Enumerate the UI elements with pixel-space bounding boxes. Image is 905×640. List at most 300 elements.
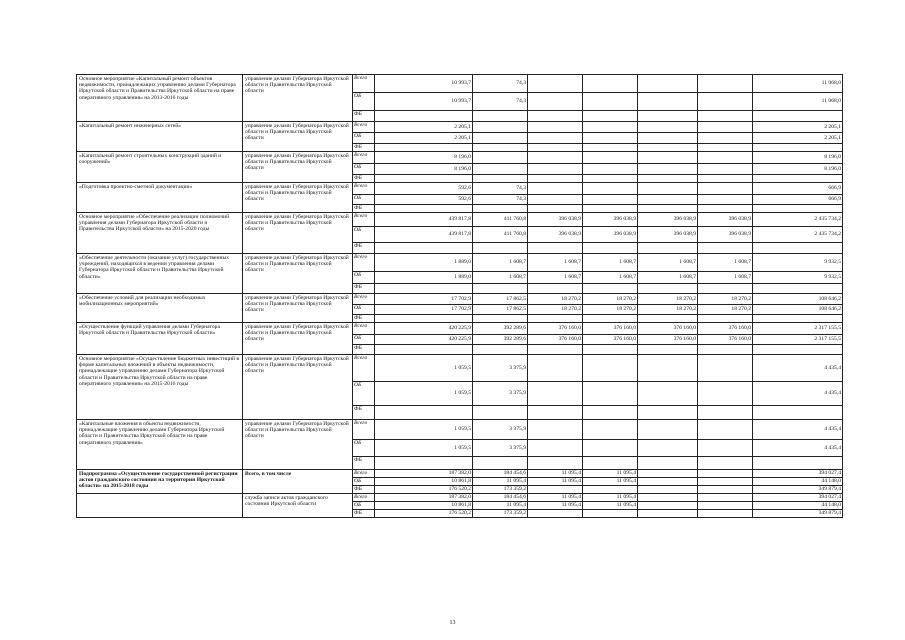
activity-name-cell: «Капитальный ремонт инженерных сетей» bbox=[77, 122, 243, 152]
total-value-cell: 2 205,1 bbox=[753, 133, 843, 144]
table-row bbox=[77, 75, 843, 93]
year-value-cell bbox=[638, 152, 698, 164]
total-value-cell: 11 068,0 bbox=[753, 75, 843, 93]
year-value-cell bbox=[375, 144, 473, 152]
year-value-cell bbox=[698, 345, 753, 355]
total-value-cell: 108 646,2 bbox=[753, 305, 843, 315]
executor-cell: управление делами Губернатора Иркутской области и Правительства Иркутской области bbox=[243, 122, 353, 152]
executor-cell: служба записи актов гражданского состояния Иркутской области bbox=[243, 494, 353, 518]
activity-name-cell: «Подготовка проектно-сметной документации» bbox=[77, 183, 243, 213]
total-value-cell: 394 027,4 bbox=[753, 470, 843, 478]
funding-source-cell: ОБ bbox=[353, 335, 375, 345]
year-value-cell bbox=[528, 382, 583, 406]
year-value-cell bbox=[473, 111, 528, 122]
year-value-cell: 396 038,9 bbox=[583, 227, 638, 243]
activity-name-cell: «Обеспечение деятельности (оказание услуг) государственных учреждений, находящихся в ведении управления делами Губернатора Иркутской области и Правительства Иркутской области» bbox=[77, 254, 243, 294]
year-value-cell bbox=[375, 457, 473, 470]
year-value-cell bbox=[698, 420, 753, 440]
executor-cell: управление делами Губернатора Иркутской области и Правительства Иркутской области bbox=[243, 254, 353, 294]
funding-source-cell: ОБ bbox=[353, 502, 375, 510]
year-value-cell bbox=[583, 195, 638, 205]
funding-source-cell: ОБ bbox=[353, 133, 375, 144]
year-value-cell bbox=[583, 152, 638, 164]
year-value-cell: 11 095,4 bbox=[528, 478, 583, 486]
year-value-cell: 74,3 bbox=[473, 75, 528, 93]
year-value-cell: 1 059,5 bbox=[375, 420, 473, 440]
year-value-cell bbox=[528, 111, 583, 122]
year-value-cell bbox=[583, 243, 638, 254]
funding-source-cell: ОБ bbox=[353, 382, 375, 406]
year-value-cell: 187 382,0 bbox=[375, 494, 473, 502]
funding-source-cell: Всего bbox=[353, 294, 375, 305]
year-value-cell bbox=[638, 195, 698, 205]
year-value-cell bbox=[473, 406, 528, 420]
table-row bbox=[77, 152, 843, 164]
year-value-cell bbox=[698, 440, 753, 457]
year-value-cell bbox=[698, 494, 753, 502]
table-row bbox=[77, 323, 843, 335]
year-value-cell: 1 608,7 bbox=[638, 272, 698, 284]
year-value-cell: 396 038,9 bbox=[583, 213, 638, 227]
year-value-cell bbox=[698, 510, 753, 518]
year-value-cell: 396 038,9 bbox=[638, 213, 698, 227]
funding-source-cell: ФБ bbox=[353, 406, 375, 420]
total-value-cell bbox=[753, 406, 843, 420]
year-value-cell bbox=[583, 144, 638, 152]
total-value-cell: 349 879,4 bbox=[753, 510, 843, 518]
total-value-cell bbox=[753, 243, 843, 254]
executor-cell: управление делами Губернатора Иркутской области и Правительства Иркутской области bbox=[243, 355, 353, 420]
year-value-cell: 3 375,9 bbox=[473, 382, 528, 406]
year-value-cell bbox=[583, 510, 638, 518]
year-value-cell: 376 160,0 bbox=[698, 335, 753, 345]
activity-name-cell: «Капитальные вложения в объекты недвижимости, принадлежащие управлению делами Губернатора Иркутской области и Правительства Иркутской области на праве оперативного управления» bbox=[77, 420, 243, 470]
year-value-cell bbox=[638, 486, 698, 494]
year-value-cell: 1 608,7 bbox=[473, 272, 528, 284]
year-value-cell: 176 520,2 bbox=[375, 510, 473, 518]
funding-source-cell: Всего bbox=[353, 213, 375, 227]
year-value-cell: 17 862,5 bbox=[473, 305, 528, 315]
year-value-cell bbox=[698, 164, 753, 175]
year-value-cell bbox=[583, 122, 638, 133]
year-value-cell: 184 454,6 bbox=[473, 470, 528, 478]
total-value-cell: 2 435 734,2 bbox=[753, 227, 843, 243]
year-value-cell bbox=[375, 315, 473, 323]
year-value-cell: 18 270,2 bbox=[638, 294, 698, 305]
activity-name-cell: «Обеспечение условий для реализации необходимых мобилизационных мероприятий» bbox=[77, 294, 243, 323]
year-value-cell bbox=[698, 93, 753, 111]
year-value-cell: 411 760,8 bbox=[473, 213, 528, 227]
activity-name-cell: Подпрограмма «Осуществление государственной регистрации актов гражданского состояния на территории Иркутской области» на 2015-2018 годы bbox=[77, 470, 243, 494]
year-value-cell: 11 095,4 bbox=[583, 494, 638, 502]
total-value-cell: 4 435,4 bbox=[753, 420, 843, 440]
year-value-cell: 74,3 bbox=[473, 93, 528, 111]
year-value-cell: 1 608,7 bbox=[528, 272, 583, 284]
year-value-cell bbox=[583, 440, 638, 457]
year-value-cell bbox=[698, 152, 753, 164]
funding-source-cell: Всего bbox=[353, 323, 375, 335]
year-value-cell: 1 608,7 bbox=[698, 272, 753, 284]
year-value-cell bbox=[638, 355, 698, 382]
funding-source-cell: ОБ bbox=[353, 164, 375, 175]
activity-name-cell: Основное мероприятие «Осуществление бюджетных инвестиций в форме капитальных вложений в объекты недвижимости, принадлежащие управлению делами Губернатора Иркутской области и Правительства Иркутской области на праве оперативного управления» на 2015-2016 годы bbox=[77, 355, 243, 420]
table-row bbox=[77, 420, 843, 440]
year-value-cell bbox=[473, 122, 528, 133]
year-value-cell bbox=[583, 93, 638, 111]
year-value-cell: 396 038,9 bbox=[638, 227, 698, 243]
year-value-cell bbox=[473, 133, 528, 144]
budget-table-body bbox=[77, 75, 843, 518]
year-value-cell bbox=[638, 494, 698, 502]
funding-source-cell: ОБ bbox=[353, 440, 375, 457]
year-value-cell bbox=[698, 284, 753, 294]
year-value-cell: 1 889,0 bbox=[375, 254, 473, 272]
year-value-cell bbox=[583, 133, 638, 144]
year-value-cell bbox=[698, 470, 753, 478]
year-value-cell bbox=[473, 345, 528, 355]
year-value-cell bbox=[698, 457, 753, 470]
year-value-cell: 187 382,0 bbox=[375, 470, 473, 478]
page-number: 13 bbox=[449, 620, 456, 626]
total-value-cell: 666,9 bbox=[753, 183, 843, 195]
year-value-cell bbox=[698, 195, 753, 205]
year-value-cell bbox=[375, 243, 473, 254]
year-value-cell: 176 520,2 bbox=[375, 486, 473, 494]
activity-name-cell: «Капитальный ремонт строительных конструкций зданий и сооружений» bbox=[77, 152, 243, 183]
year-value-cell: 592,6 bbox=[375, 183, 473, 195]
year-value-cell: 18 270,2 bbox=[583, 305, 638, 315]
year-value-cell bbox=[528, 122, 583, 133]
year-value-cell: 10 861,8 bbox=[375, 502, 473, 510]
year-value-cell: 376 160,0 bbox=[638, 335, 698, 345]
year-value-cell bbox=[638, 406, 698, 420]
year-value-cell bbox=[528, 355, 583, 382]
year-value-cell: 1 889,0 bbox=[375, 272, 473, 284]
total-value-cell: 8 196,0 bbox=[753, 164, 843, 175]
activity-name-cell: Основное мероприятие «Капитальный ремонт объектов недвижимости, принадлежащих управлению делами Губернатора Иркутской области и Правительства Иркутской области на праве оперативного управления» на 2013-2016 годы bbox=[77, 75, 243, 122]
executor-cell: управление делами Губернатора Иркутской области и Правительства Иркутской области bbox=[243, 420, 353, 470]
year-value-cell bbox=[638, 111, 698, 122]
year-value-cell bbox=[638, 510, 698, 518]
year-value-cell: 1 608,7 bbox=[583, 254, 638, 272]
year-value-cell bbox=[638, 502, 698, 510]
funding-source-cell: ОБ bbox=[353, 272, 375, 284]
year-value-cell bbox=[528, 406, 583, 420]
year-value-cell: 184 454,6 bbox=[473, 494, 528, 502]
year-value-cell: 173 359,2 bbox=[473, 510, 528, 518]
year-value-cell bbox=[583, 355, 638, 382]
year-value-cell: 592,6 bbox=[375, 195, 473, 205]
year-value-cell: 11 095,4 bbox=[583, 502, 638, 510]
year-value-cell bbox=[375, 111, 473, 122]
year-value-cell: 18 270,2 bbox=[528, 305, 583, 315]
year-value-cell: 11 095,4 bbox=[528, 470, 583, 478]
year-value-cell bbox=[698, 382, 753, 406]
year-value-cell: 396 038,9 bbox=[528, 227, 583, 243]
year-value-cell bbox=[528, 195, 583, 205]
year-value-cell bbox=[375, 406, 473, 420]
funding-source-cell: ФБ bbox=[353, 144, 375, 152]
year-value-cell: 17 702,9 bbox=[375, 294, 473, 305]
year-value-cell bbox=[528, 440, 583, 457]
year-value-cell: 420 225,9 bbox=[375, 335, 473, 345]
funding-source-cell: ФБ bbox=[353, 243, 375, 254]
year-value-cell: 3 375,9 bbox=[473, 440, 528, 457]
total-value-cell: 666,9 bbox=[753, 195, 843, 205]
year-value-cell: 18 270,2 bbox=[528, 294, 583, 305]
year-value-cell: 8 196,0 bbox=[375, 152, 473, 164]
activity-name-cell: «Осуществление функций управления делами Губернатора Иркутской области и Правительства Иркутской области» bbox=[77, 323, 243, 355]
total-value-cell: 108 646,2 bbox=[753, 294, 843, 305]
year-value-cell bbox=[528, 133, 583, 144]
funding-source-cell: ФБ bbox=[353, 205, 375, 213]
year-value-cell: 18 270,2 bbox=[638, 305, 698, 315]
year-value-cell bbox=[638, 144, 698, 152]
year-value-cell: 1 059,5 bbox=[375, 382, 473, 406]
year-value-cell bbox=[698, 355, 753, 382]
activity-name-cell: Основное мероприятие «Обеспечение реализации полномочий управления делами Губернатора Иркутской области и Правительства Иркутской области» на 2015-2020 годы bbox=[77, 213, 243, 254]
year-value-cell bbox=[375, 175, 473, 183]
year-value-cell bbox=[528, 205, 583, 213]
year-value-cell bbox=[375, 205, 473, 213]
year-value-cell: 3 375,9 bbox=[473, 355, 528, 382]
year-value-cell: 396 038,9 bbox=[698, 227, 753, 243]
funding-source-cell: ОБ bbox=[353, 305, 375, 315]
year-value-cell: 11 095,4 bbox=[473, 478, 528, 486]
funding-source-cell: Всего bbox=[353, 494, 375, 502]
year-value-cell: 376 160,0 bbox=[528, 323, 583, 335]
year-value-cell: 11 095,4 bbox=[583, 470, 638, 478]
total-value-cell bbox=[753, 144, 843, 152]
year-value-cell bbox=[583, 345, 638, 355]
year-value-cell: 411 760,8 bbox=[473, 227, 528, 243]
executor-cell: управление делами Губернатора Иркутской области и Правительства Иркутской области bbox=[243, 323, 353, 355]
funding-source-cell: Всего bbox=[353, 152, 375, 164]
total-value-cell bbox=[753, 345, 843, 355]
year-value-cell bbox=[638, 478, 698, 486]
funding-source-cell: Всего bbox=[353, 470, 375, 478]
year-value-cell bbox=[698, 406, 753, 420]
funding-source-cell: Всего bbox=[353, 254, 375, 272]
total-value-cell bbox=[753, 284, 843, 294]
year-value-cell bbox=[638, 183, 698, 195]
table-row bbox=[77, 294, 843, 305]
year-value-cell bbox=[528, 457, 583, 470]
year-value-cell: 3 375,9 bbox=[473, 420, 528, 440]
funding-source-cell: Всего bbox=[353, 420, 375, 440]
year-value-cell: 74,3 bbox=[473, 195, 528, 205]
year-value-cell bbox=[583, 420, 638, 440]
budget-table bbox=[76, 74, 843, 518]
year-value-cell bbox=[638, 457, 698, 470]
year-value-cell bbox=[698, 122, 753, 133]
year-value-cell: 439 817,8 bbox=[375, 213, 473, 227]
total-value-cell: 9 932,5 bbox=[753, 254, 843, 272]
executor-cell: управление делами Губернатора Иркутской области и Правительства Иркутской области bbox=[243, 213, 353, 254]
year-value-cell bbox=[638, 75, 698, 93]
year-value-cell: 376 160,0 bbox=[638, 323, 698, 335]
year-value-cell bbox=[473, 205, 528, 213]
total-value-cell: 4 435,4 bbox=[753, 440, 843, 457]
executor-cell: управление делами Губернатора Иркутской области и Правительства Иркутской области bbox=[243, 75, 353, 122]
year-value-cell: 1 608,7 bbox=[528, 254, 583, 272]
year-value-cell: 1 059,5 bbox=[375, 355, 473, 382]
total-value-cell: 4 435,4 bbox=[753, 382, 843, 406]
total-value-cell bbox=[753, 175, 843, 183]
year-value-cell bbox=[375, 345, 473, 355]
year-value-cell bbox=[583, 183, 638, 195]
table-row bbox=[77, 470, 843, 478]
year-value-cell bbox=[638, 93, 698, 111]
funding-source-cell: Всего bbox=[353, 183, 375, 195]
year-value-cell: 10 861,8 bbox=[375, 478, 473, 486]
year-value-cell: 17 702,9 bbox=[375, 305, 473, 315]
year-value-cell bbox=[473, 315, 528, 323]
funding-source-cell: ОБ bbox=[353, 227, 375, 243]
year-value-cell bbox=[638, 315, 698, 323]
year-value-cell bbox=[473, 284, 528, 294]
year-value-cell: 11 095,4 bbox=[528, 502, 583, 510]
total-value-cell bbox=[753, 315, 843, 323]
year-value-cell bbox=[583, 205, 638, 213]
year-value-cell bbox=[528, 315, 583, 323]
year-value-cell bbox=[583, 486, 638, 494]
year-value-cell bbox=[528, 93, 583, 111]
year-value-cell: 392 289,6 bbox=[473, 335, 528, 345]
year-value-cell bbox=[473, 144, 528, 152]
year-value-cell bbox=[528, 420, 583, 440]
table-row bbox=[77, 213, 843, 227]
executor-cell: Всего, в том числе bbox=[243, 470, 353, 494]
year-value-cell bbox=[583, 315, 638, 323]
year-value-cell bbox=[698, 133, 753, 144]
total-value-cell bbox=[753, 111, 843, 122]
year-value-cell: 10 993,7 bbox=[375, 75, 473, 93]
total-value-cell bbox=[753, 205, 843, 213]
year-value-cell bbox=[698, 243, 753, 254]
year-value-cell: 420 225,9 bbox=[375, 323, 473, 335]
year-value-cell: 11 095,4 bbox=[528, 494, 583, 502]
year-value-cell bbox=[638, 164, 698, 175]
year-value-cell: 18 270,2 bbox=[698, 305, 753, 315]
total-value-cell: 8 196,0 bbox=[753, 152, 843, 164]
year-value-cell bbox=[583, 175, 638, 183]
year-value-cell: 11 095,4 bbox=[473, 502, 528, 510]
funding-source-cell: Всего bbox=[353, 122, 375, 133]
total-value-cell bbox=[753, 457, 843, 470]
year-value-cell: 2 205,1 bbox=[375, 122, 473, 133]
total-value-cell: 44 148,0 bbox=[753, 502, 843, 510]
year-value-cell bbox=[698, 111, 753, 122]
year-value-cell bbox=[473, 457, 528, 470]
year-value-cell bbox=[583, 164, 638, 175]
year-value-cell bbox=[698, 502, 753, 510]
year-value-cell bbox=[698, 315, 753, 323]
table-row bbox=[77, 494, 843, 502]
funding-source-cell: ФБ bbox=[353, 345, 375, 355]
year-value-cell: 74,3 bbox=[473, 183, 528, 195]
year-value-cell bbox=[528, 152, 583, 164]
year-value-cell bbox=[473, 175, 528, 183]
year-value-cell: 1 608,7 bbox=[583, 272, 638, 284]
year-value-cell: 1 059,5 bbox=[375, 440, 473, 457]
year-value-cell: 11 095,4 bbox=[583, 478, 638, 486]
funding-source-cell: ФБ bbox=[353, 510, 375, 518]
year-value-cell bbox=[528, 183, 583, 195]
year-value-cell: 1 608,7 bbox=[698, 254, 753, 272]
table-row bbox=[77, 183, 843, 195]
year-value-cell bbox=[638, 133, 698, 144]
year-value-cell bbox=[583, 284, 638, 294]
year-value-cell bbox=[583, 382, 638, 406]
year-value-cell bbox=[583, 457, 638, 470]
year-value-cell bbox=[638, 205, 698, 213]
year-value-cell bbox=[528, 175, 583, 183]
table-row bbox=[77, 122, 843, 133]
year-value-cell: 376 160,0 bbox=[583, 323, 638, 335]
activity-name-cell bbox=[77, 494, 243, 518]
year-value-cell: 2 205,1 bbox=[375, 133, 473, 144]
funding-source-cell: ФБ bbox=[353, 315, 375, 323]
funding-source-cell: ФБ bbox=[353, 486, 375, 494]
table-row bbox=[77, 355, 843, 382]
year-value-cell bbox=[473, 243, 528, 254]
year-value-cell bbox=[638, 382, 698, 406]
total-value-cell: 2 317 155,5 bbox=[753, 335, 843, 345]
total-value-cell: 4 435,4 bbox=[753, 355, 843, 382]
year-value-cell bbox=[375, 284, 473, 294]
year-value-cell bbox=[528, 510, 583, 518]
budget-table-sheet bbox=[76, 74, 842, 518]
year-value-cell bbox=[698, 75, 753, 93]
year-value-cell bbox=[583, 75, 638, 93]
year-value-cell bbox=[528, 486, 583, 494]
year-value-cell: 376 160,0 bbox=[583, 335, 638, 345]
total-value-cell: 9 932,5 bbox=[753, 272, 843, 284]
year-value-cell bbox=[528, 75, 583, 93]
funding-source-cell: Всего bbox=[353, 355, 375, 382]
year-value-cell: 1 608,7 bbox=[638, 254, 698, 272]
funding-source-cell: ФБ bbox=[353, 111, 375, 122]
year-value-cell bbox=[638, 470, 698, 478]
funding-source-cell: ОБ bbox=[353, 478, 375, 486]
year-value-cell bbox=[473, 164, 528, 175]
funding-source-cell: ФБ bbox=[353, 175, 375, 183]
executor-cell: управление делами Губернатора Иркутской области и Правительства Иркутской области bbox=[243, 294, 353, 323]
year-value-cell bbox=[638, 175, 698, 183]
year-value-cell: 18 270,2 bbox=[698, 294, 753, 305]
year-value-cell: 173 359,2 bbox=[473, 486, 528, 494]
year-value-cell bbox=[528, 284, 583, 294]
total-value-cell: 2 205,1 bbox=[753, 122, 843, 133]
year-value-cell: 392 289,6 bbox=[473, 323, 528, 335]
year-value-cell bbox=[638, 122, 698, 133]
funding-source-cell: ОБ bbox=[353, 195, 375, 205]
year-value-cell bbox=[528, 144, 583, 152]
year-value-cell bbox=[528, 243, 583, 254]
year-value-cell bbox=[698, 175, 753, 183]
year-value-cell bbox=[638, 243, 698, 254]
funding-source-cell: Всего bbox=[353, 75, 375, 93]
total-value-cell: 2 435 734,2 bbox=[753, 213, 843, 227]
year-value-cell: 439 817,8 bbox=[375, 227, 473, 243]
year-value-cell bbox=[528, 345, 583, 355]
year-value-cell: 10 993,7 bbox=[375, 93, 473, 111]
table-row bbox=[77, 254, 843, 272]
year-value-cell: 396 038,9 bbox=[698, 213, 753, 227]
year-value-cell: 17 862,5 bbox=[473, 294, 528, 305]
total-value-cell: 349 879,4 bbox=[753, 486, 843, 494]
